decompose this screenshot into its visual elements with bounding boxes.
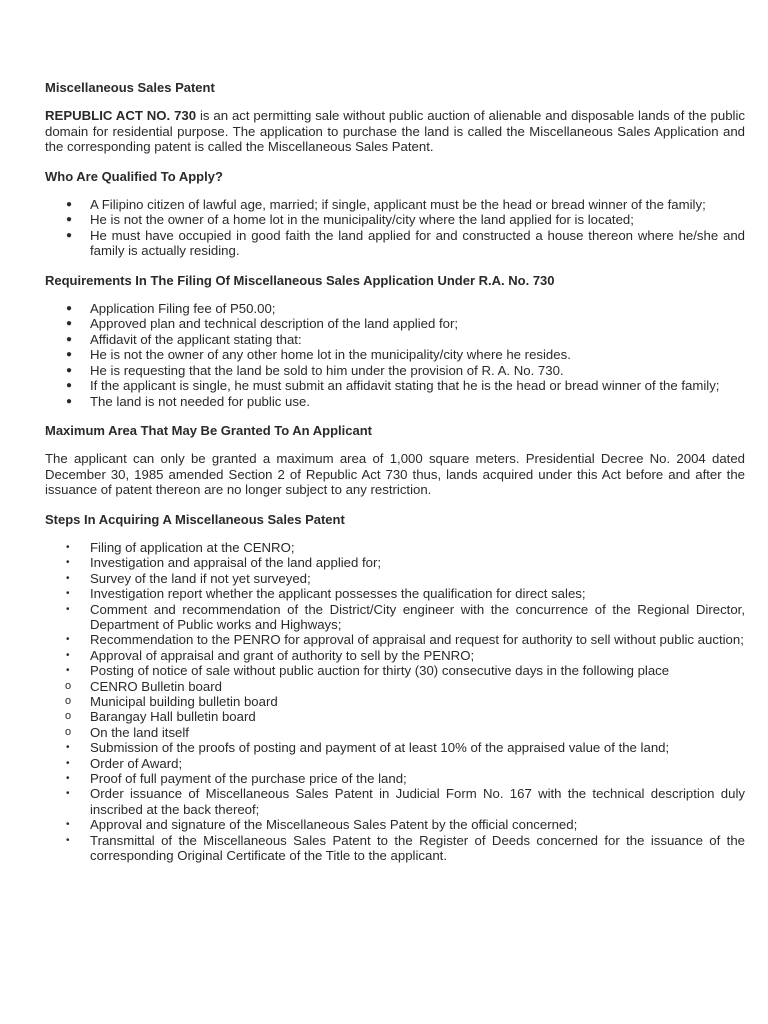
bullet-icon: ● (66, 333, 73, 345)
sub-list-item: o On the land itself (65, 724, 189, 740)
bullet-icon: • (66, 819, 70, 831)
list-item: ● If the applicant is single, he must submit an affidavit stating that he is the head or bread winner of the family; (66, 378, 720, 394)
circle-bullet-icon: o (65, 710, 72, 723)
document-title: Miscellaneous Sales Patent (45, 80, 215, 95)
list-item: • Survey of the land if not yet surveyed; (66, 570, 311, 586)
list-item: • Investigation report whether the applicant possesses the qualification for direct sales; (66, 586, 586, 602)
bullet-icon: • (66, 757, 70, 769)
bullet-icon: ● (66, 364, 73, 376)
max-area-paragraph: The applicant can only be granted a maximum area of 1,000 square meters. Presidential Decree No. 2004 dated December 30, 1985 amended Section 2 of Republic Act 730 thus, lands acquired under this Act before and after the issuance of patent thereon are no longer subject to any restriction. (45, 451, 745, 498)
list-item: ● Application Filing fee of P50.00; (66, 301, 276, 317)
sub-list-item: o Municipal building bulletin board (65, 694, 278, 709)
sub-list-item: o CENRO Bulletin board (65, 678, 222, 694)
bullet-icon: • (66, 541, 70, 553)
bullet-icon: • (66, 588, 70, 600)
list-item: • Posting of notice of sale without public auction for thirty (30) consecutive days in the following place (66, 663, 670, 679)
list-item: • Proof of full payment of the purchase price of the land; (66, 771, 407, 787)
requirements-list (45, 301, 745, 409)
bullet-icon: ● (66, 380, 73, 392)
bullet-icon: • (66, 834, 70, 846)
intro-lead: REPUBLIC ACT NO. 730 (45, 108, 197, 124)
bullet-icon: • (66, 773, 70, 785)
qualified-heading: Who Are Qualified To Apply? (45, 168, 223, 184)
bullet-icon: ● (66, 318, 73, 330)
intro-text: is an act permitting sale without public auction of alienable and disposable lands of the public domain for residential purpose. The application to purchase the land is called the Miscellaneous Sales Application and the corresponding patent is called the Miscellaneous Sales Patent. (45, 108, 745, 155)
bullet-icon: • (66, 665, 70, 677)
list-item: • Order of Award; (66, 755, 183, 771)
list-item: ● Affidavit of the applicant stating that: (66, 331, 302, 347)
bullet-icon: ● (66, 214, 73, 226)
qualified-list (45, 197, 745, 259)
list-item: • Approval and signature of the Miscellaneous Sales Patent by the official concerned; (66, 817, 578, 833)
steps-heading: Steps In Acquiring A Miscellaneous Sales Patent (45, 511, 345, 527)
bullet-icon: • (66, 788, 70, 800)
list-item: ● A Filipino citizen of lawful age, married; if single, applicant must be the head or bread winner of the family; (66, 197, 706, 213)
bullet-icon: • (66, 572, 70, 584)
list-item: • Investigation and appraisal of the land applied for; (66, 555, 382, 571)
list-item: • Filing of application at the CENRO; (66, 539, 295, 555)
list-item: • Recommendation to the PENRO for approval of appraisal and request for authority to sell without public auction; (66, 632, 744, 648)
bullet-icon: ● (66, 395, 73, 407)
bullet-icon: ● (66, 229, 73, 241)
circle-bullet-icon: o (65, 725, 72, 738)
list-item: ● He must have occupied in good faith the land applied for and constructed a house thereon where he/she and family is actually residing. (66, 227, 745, 259)
bullet-icon: • (66, 649, 70, 661)
bullet-icon: ● (66, 199, 73, 211)
sub-list-item: o Barangay Hall bulletin board (65, 709, 256, 725)
list-item: • Order issuance of Miscellaneous Sales Patent in Judicial Form No. 167 with the technical description duly inscribed at the back thereof; (66, 786, 745, 817)
intro-paragraph (45, 108, 745, 154)
bullet-icon: • (66, 557, 70, 569)
bullet-icon: ● (66, 349, 73, 361)
max-area-heading: Maximum Area That May Be Granted To An Applicant (45, 422, 372, 438)
list-item: ● He is not the owner of a home lot in the municipality/city where the land applied for is located; (66, 212, 634, 228)
list-item: ● Approved plan and technical description of the land applied for; (66, 316, 459, 332)
steps-list (45, 540, 745, 864)
document-page (45, 80, 745, 877)
bullet-icon: • (66, 742, 70, 754)
bullet-icon: • (66, 603, 70, 615)
list-item: • Comment and recommendation of the District/City engineer with the concurrence of the Regional Director, Department of Public works and Highways; (66, 601, 745, 632)
list-item: ● The land is not needed for public use. (66, 393, 310, 409)
list-item: ● He is requesting that the land be sold to him under the provision of R. A. No. 730. (66, 362, 564, 378)
list-item: • Approval of appraisal and grant of authority to sell by the PENRO; (66, 647, 475, 663)
requirements-heading: Requirements In The Filing Of Miscellaneous Sales Application Under R.A. No. 730 (45, 272, 555, 288)
list-item: ● He is not the owner of any other home lot in the municipality/city where he resides. (66, 347, 571, 363)
circle-bullet-icon: o (65, 695, 72, 707)
bullet-icon: • (66, 634, 70, 646)
bullet-icon: ● (66, 303, 73, 315)
circle-bullet-icon: o (65, 679, 72, 692)
list-item: • Submission of the proofs of posting and payment of at least 10% of the appraised value of the land; (66, 740, 670, 756)
list-item: • Transmittal of the Miscellaneous Sales Patent to the Register of Deeds concerned for the issuance of the corresponding Original Certificate of the Title to the applicant. (66, 832, 745, 864)
